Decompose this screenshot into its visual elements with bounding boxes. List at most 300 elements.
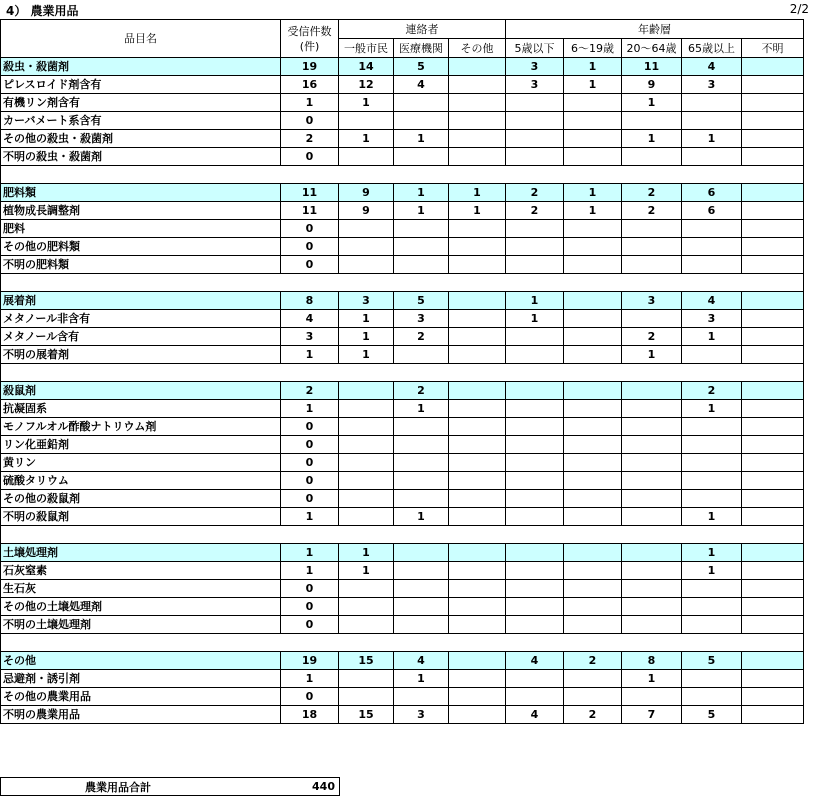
cell-value (742, 220, 804, 238)
row-label: 肥料類 (1, 184, 281, 202)
cell-value (506, 220, 564, 238)
cell-value: 4 (506, 652, 564, 670)
cell-value: 4 (506, 706, 564, 724)
cell-value (622, 148, 682, 166)
row-label: 不明の土壌処理剤 (1, 616, 281, 634)
cell-value (339, 598, 394, 616)
cell-value (622, 418, 682, 436)
table-row (1, 310, 804, 328)
row-label: 有機リン剤含有 (1, 94, 281, 112)
cell-value (394, 598, 449, 616)
cell-value (339, 616, 394, 634)
cell-value (449, 400, 506, 418)
cell-value (742, 490, 804, 508)
spacer-row (1, 634, 804, 652)
cell-value (339, 418, 394, 436)
cell-value (742, 58, 804, 76)
cell-value: 1 (682, 130, 742, 148)
cell-value (394, 472, 449, 490)
header-age-unknown: 不明 (742, 39, 804, 58)
header-item: 品目名 (1, 20, 281, 58)
row-label: カーバメート系含有 (1, 112, 281, 130)
cell-value (622, 238, 682, 256)
cell-value: 1 (281, 562, 339, 580)
cell-value (564, 670, 622, 688)
row-label: 不明の殺鼠剤 (1, 508, 281, 526)
cell-value: 1 (281, 346, 339, 364)
row-label: 硫酸タリウム (1, 472, 281, 490)
cell-value (394, 220, 449, 238)
cell-value (564, 598, 622, 616)
cell-value (564, 508, 622, 526)
cell-value (622, 508, 682, 526)
cell-value (564, 148, 622, 166)
cell-value (506, 508, 564, 526)
table-row (1, 220, 804, 238)
cell-value: 2 (622, 202, 682, 220)
cell-value: 1 (281, 508, 339, 526)
cell-value: 5 (682, 652, 742, 670)
cell-value: 1 (564, 184, 622, 202)
cell-value (564, 310, 622, 328)
cell-value (394, 616, 449, 634)
row-label: 肥料 (1, 220, 281, 238)
table-row (1, 328, 804, 346)
cell-value (506, 436, 564, 454)
header-age-under5: 5歳以下 (506, 39, 564, 58)
cell-value (506, 346, 564, 364)
cell-value: 1 (339, 310, 394, 328)
cell-value (742, 238, 804, 256)
cell-value (339, 670, 394, 688)
cell-value (449, 148, 506, 166)
table-row (1, 400, 804, 418)
cell-value: 9 (339, 202, 394, 220)
cell-value: 2 (394, 382, 449, 400)
cell-value (506, 562, 564, 580)
cell-value (394, 544, 449, 562)
cell-value (449, 652, 506, 670)
table-row (1, 202, 804, 220)
cell-value: 2 (622, 184, 682, 202)
cell-value: 2 (506, 184, 564, 202)
cell-value (394, 256, 449, 274)
row-label: 不明の展着剤 (1, 346, 281, 364)
spacer-row (1, 364, 804, 382)
cell-value (564, 436, 622, 454)
cell-value (622, 112, 682, 130)
cell-value (742, 202, 804, 220)
cell-value (742, 148, 804, 166)
cell-value (564, 580, 622, 598)
cell-value (742, 328, 804, 346)
cell-value (622, 490, 682, 508)
cell-value (564, 544, 622, 562)
cell-value (742, 310, 804, 328)
cell-value (449, 346, 506, 364)
total-value: 440 (235, 778, 340, 796)
table-row (1, 706, 804, 724)
cell-value: 2 (564, 652, 622, 670)
table-row (1, 670, 804, 688)
cell-value (564, 562, 622, 580)
cell-value (449, 130, 506, 148)
cell-value (394, 688, 449, 706)
cell-value: 0 (281, 256, 339, 274)
row-label: 土壌処理剤 (1, 544, 281, 562)
cell-value (682, 616, 742, 634)
table-row (1, 616, 804, 634)
cell-value: 1 (281, 400, 339, 418)
cell-value: 3 (506, 58, 564, 76)
cell-value (564, 346, 622, 364)
cell-value: 4 (394, 76, 449, 94)
cell-value: 4 (682, 58, 742, 76)
table-row (1, 688, 804, 706)
cell-value (394, 418, 449, 436)
cell-value: 1 (622, 670, 682, 688)
cell-value (449, 616, 506, 634)
cell-value (682, 472, 742, 490)
cell-value (622, 562, 682, 580)
cell-value: 6 (682, 184, 742, 202)
cell-value: 6 (682, 202, 742, 220)
table-row (1, 580, 804, 598)
cell-value: 0 (281, 436, 339, 454)
cell-value (449, 292, 506, 310)
cell-value: 1 (339, 328, 394, 346)
row-label: 石灰窒素 (1, 562, 281, 580)
category-row (1, 382, 804, 400)
cell-value: 0 (281, 112, 339, 130)
category-row (1, 58, 804, 76)
cell-value: 0 (281, 598, 339, 616)
cell-value (394, 562, 449, 580)
cell-value (339, 220, 394, 238)
header-age-group: 年齢層 (506, 20, 804, 39)
cell-value (394, 94, 449, 112)
cell-value: 1 (564, 76, 622, 94)
cell-value: 0 (281, 454, 339, 472)
cell-value (506, 112, 564, 130)
cell-value: 2 (394, 328, 449, 346)
cell-value (449, 382, 506, 400)
cell-value (564, 220, 622, 238)
cell-value: 1 (506, 310, 564, 328)
cell-value (742, 652, 804, 670)
header-contact-medical: 医療機関 (394, 39, 449, 58)
row-label: 抗凝固系 (1, 400, 281, 418)
total-box (0, 777, 340, 796)
cell-value: 7 (622, 706, 682, 724)
spacer-row (1, 526, 804, 544)
cell-value (682, 346, 742, 364)
cell-value: 1 (339, 562, 394, 580)
cell-value (449, 94, 506, 112)
cell-value (449, 328, 506, 346)
cell-value (742, 418, 804, 436)
row-label: その他の肥料類 (1, 238, 281, 256)
row-label: その他の農業用品 (1, 688, 281, 706)
cell-value (449, 76, 506, 94)
row-label: 不明の肥料類 (1, 256, 281, 274)
cell-value (742, 382, 804, 400)
cell-value (622, 544, 682, 562)
cell-value (506, 454, 564, 472)
cell-value: 14 (339, 58, 394, 76)
cell-value (742, 76, 804, 94)
cell-value: 1 (394, 202, 449, 220)
cell-value (682, 670, 742, 688)
cell-value: 2 (682, 382, 742, 400)
cell-value (339, 490, 394, 508)
cell-value: 8 (281, 292, 339, 310)
cell-value: 8 (622, 652, 682, 670)
cell-value: 1 (339, 544, 394, 562)
cell-value (394, 238, 449, 256)
cell-value (682, 580, 742, 598)
cell-value (449, 544, 506, 562)
row-label: その他の殺虫・殺菌剤 (1, 130, 281, 148)
cell-value (449, 418, 506, 436)
cell-value (506, 688, 564, 706)
cell-value (394, 148, 449, 166)
cell-value: 5 (682, 706, 742, 724)
cell-value (394, 490, 449, 508)
cell-value: 1 (564, 202, 622, 220)
cell-value: 1 (394, 508, 449, 526)
cell-value (564, 490, 622, 508)
cell-value: 4 (394, 652, 449, 670)
spacer-row (1, 274, 804, 292)
cell-value (449, 472, 506, 490)
cell-value: 1 (449, 184, 506, 202)
header-count: 受信件数 (件) (281, 20, 339, 58)
cell-value: 5 (394, 292, 449, 310)
cell-value (449, 310, 506, 328)
category-row (1, 544, 804, 562)
cell-value (742, 544, 804, 562)
cell-value (742, 256, 804, 274)
cell-value (742, 184, 804, 202)
page-number: 2/2 (789, 2, 809, 16)
table-row (1, 472, 804, 490)
row-label: その他の土壌処理剤 (1, 598, 281, 616)
cell-value (564, 400, 622, 418)
row-label: その他の殺鼠剤 (1, 490, 281, 508)
cell-value: 0 (281, 472, 339, 490)
cell-value (506, 544, 564, 562)
cell-value (449, 436, 506, 454)
table-row (1, 598, 804, 616)
cell-value (394, 112, 449, 130)
header-contact-public: 一般市民 (339, 39, 394, 58)
cell-value (449, 706, 506, 724)
table-row (1, 112, 804, 130)
table-row (1, 238, 804, 256)
cell-value (622, 310, 682, 328)
table-row (1, 436, 804, 454)
cell-value (449, 112, 506, 130)
cell-value (622, 220, 682, 238)
row-label: 生石灰 (1, 580, 281, 598)
cell-value: 11 (281, 202, 339, 220)
cell-value: 0 (281, 238, 339, 256)
cell-value (449, 562, 506, 580)
cell-value (394, 454, 449, 472)
cell-value: 0 (281, 418, 339, 436)
cell-value (339, 382, 394, 400)
cell-value (742, 598, 804, 616)
cell-value (742, 508, 804, 526)
cell-value (564, 256, 622, 274)
cell-value (339, 508, 394, 526)
cell-value: 1 (682, 400, 742, 418)
cell-value: 3 (506, 76, 564, 94)
cell-value (564, 238, 622, 256)
row-label: 不明の殺虫・殺菌剤 (1, 148, 281, 166)
cell-value (506, 238, 564, 256)
cell-value: 1 (564, 58, 622, 76)
row-label: ピレスロイド剤含有 (1, 76, 281, 94)
cell-value (682, 688, 742, 706)
cell-value: 1 (281, 544, 339, 562)
header-age-6-19: 6～19歳 (564, 39, 622, 58)
cell-value (394, 580, 449, 598)
cell-value (742, 454, 804, 472)
total-label: 農業用品合計 (1, 778, 236, 796)
cell-value (506, 598, 564, 616)
cell-value (682, 256, 742, 274)
cell-value (449, 580, 506, 598)
cell-value: 1 (281, 94, 339, 112)
row-label: リン化亜鉛剤 (1, 436, 281, 454)
cell-value (682, 238, 742, 256)
cell-value (564, 112, 622, 130)
cell-value (506, 616, 564, 634)
table-body (1, 58, 804, 724)
cell-value (394, 346, 449, 364)
cell-value (742, 130, 804, 148)
cell-value (742, 346, 804, 364)
page-header (0, 0, 813, 19)
cell-value: 1 (339, 130, 394, 148)
cell-value: 1 (682, 544, 742, 562)
table-row (1, 346, 804, 364)
cell-value: 2 (622, 328, 682, 346)
cell-value: 2 (281, 130, 339, 148)
cell-value: 3 (622, 292, 682, 310)
category-row (1, 292, 804, 310)
cell-value (339, 436, 394, 454)
cell-value: 18 (281, 706, 339, 724)
cell-value (742, 472, 804, 490)
cell-value (742, 616, 804, 634)
cell-value (742, 706, 804, 724)
cell-value: 19 (281, 652, 339, 670)
cell-value: 1 (339, 94, 394, 112)
spacer-row (1, 166, 804, 184)
cell-value: 0 (281, 616, 339, 634)
cell-value (564, 418, 622, 436)
statistics-table (0, 19, 804, 724)
cell-value (622, 472, 682, 490)
cell-value: 1 (394, 670, 449, 688)
header-contact-group: 連絡者 (339, 20, 506, 39)
cell-value (622, 256, 682, 274)
row-label: 不明の農業用品 (1, 706, 281, 724)
cell-value (742, 670, 804, 688)
cell-value (742, 580, 804, 598)
header-age-65plus: 65歳以上 (682, 39, 742, 58)
cell-value: 1 (622, 130, 682, 148)
cell-value (449, 256, 506, 274)
cell-value (449, 490, 506, 508)
cell-value: 2 (281, 382, 339, 400)
row-label: 殺虫・殺菌剤 (1, 58, 281, 76)
cell-value (339, 472, 394, 490)
cell-value: 1 (682, 508, 742, 526)
cell-value: 11 (622, 58, 682, 76)
cell-value (564, 130, 622, 148)
cell-value: 1 (622, 94, 682, 112)
cell-value: 3 (394, 310, 449, 328)
cell-value (622, 382, 682, 400)
cell-value: 4 (682, 292, 742, 310)
cell-value (742, 400, 804, 418)
cell-value: 0 (281, 148, 339, 166)
cell-value: 0 (281, 580, 339, 598)
cell-value: 0 (281, 688, 339, 706)
cell-value: 0 (281, 490, 339, 508)
cell-value (682, 112, 742, 130)
cell-value (742, 112, 804, 130)
cell-value (564, 328, 622, 346)
table-row (1, 562, 804, 580)
cell-value: 3 (682, 76, 742, 94)
cell-value (449, 670, 506, 688)
cell-value (449, 598, 506, 616)
table-row (1, 76, 804, 94)
cell-value (449, 454, 506, 472)
cell-value (682, 598, 742, 616)
cell-value (339, 454, 394, 472)
cell-value (742, 562, 804, 580)
cell-value (564, 292, 622, 310)
cell-value: 19 (281, 58, 339, 76)
table-row (1, 256, 804, 274)
cell-value: 16 (281, 76, 339, 94)
cell-value: 0 (281, 220, 339, 238)
cell-value: 1 (339, 346, 394, 364)
cell-value (742, 436, 804, 454)
cell-value: 11 (281, 184, 339, 202)
cell-value: 1 (449, 202, 506, 220)
cell-value: 1 (506, 292, 564, 310)
cell-value: 1 (682, 328, 742, 346)
cell-value (339, 400, 394, 418)
cell-value (682, 148, 742, 166)
cell-value (449, 58, 506, 76)
cell-value (742, 94, 804, 112)
cell-value (339, 580, 394, 598)
cell-value: 3 (281, 328, 339, 346)
cell-value (449, 220, 506, 238)
row-label: メタノール非含有 (1, 310, 281, 328)
table-row (1, 454, 804, 472)
row-label: 黄リン (1, 454, 281, 472)
cell-value (682, 454, 742, 472)
